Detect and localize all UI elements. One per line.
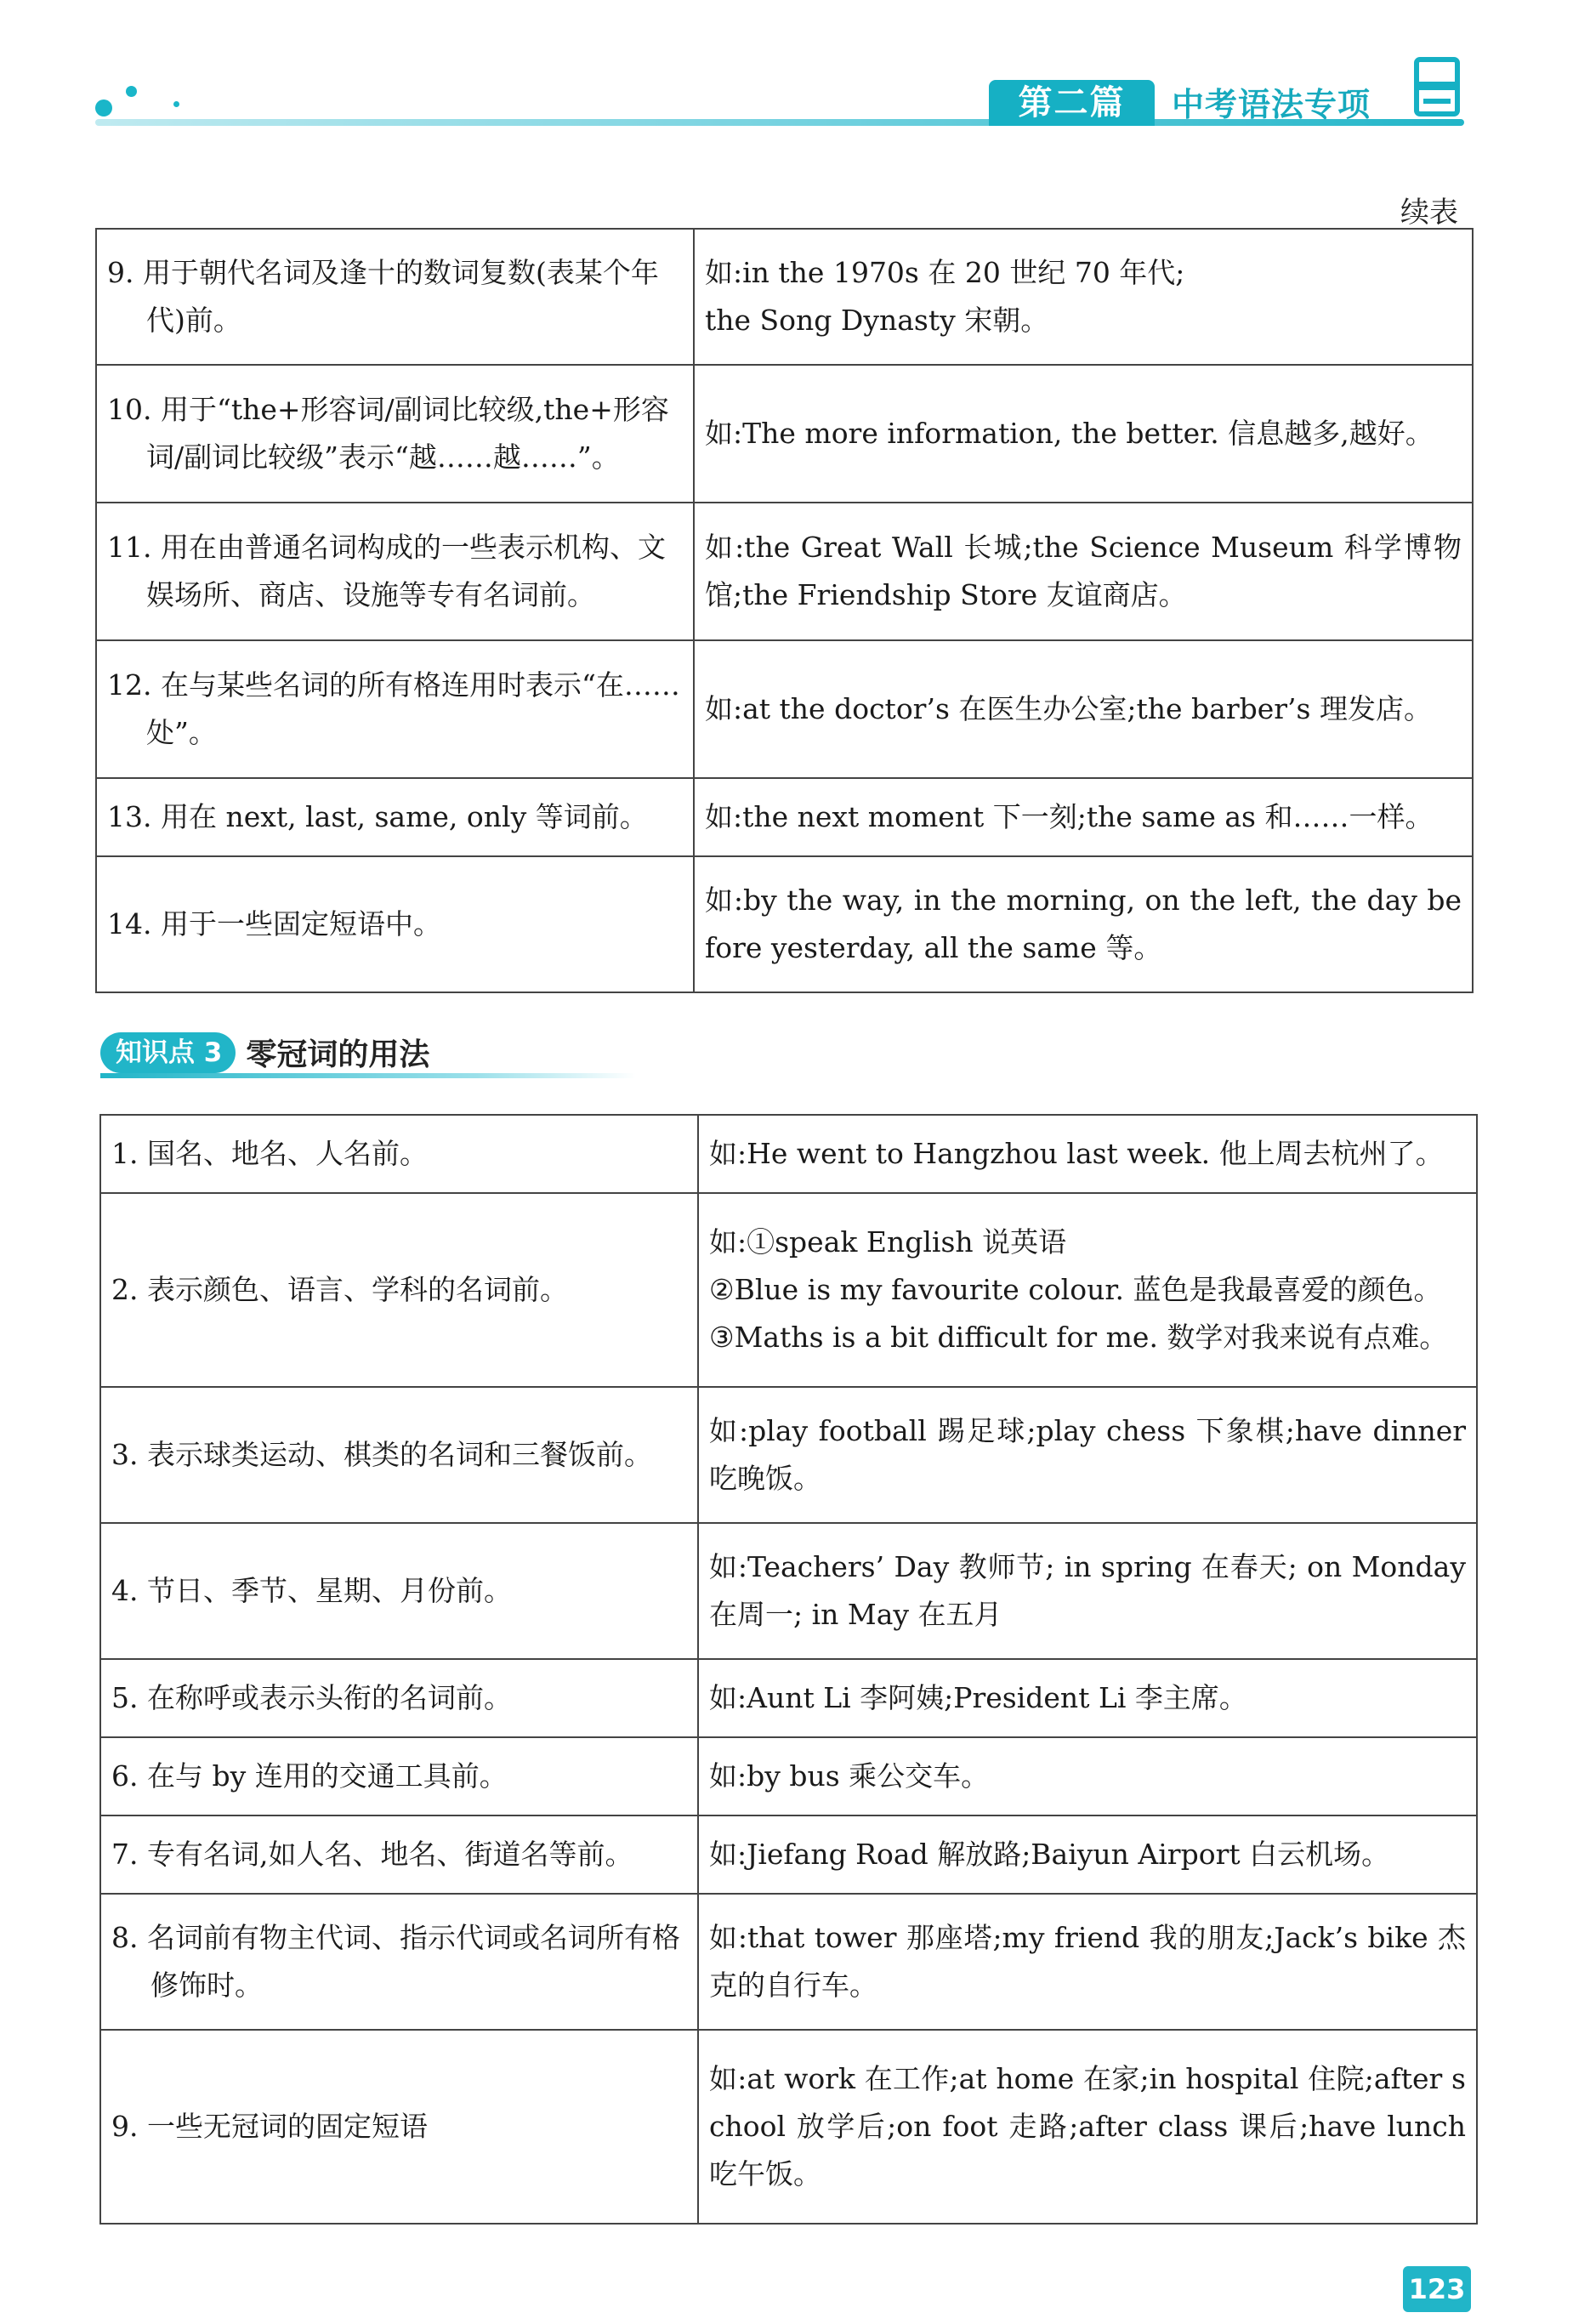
table-row (100, 1115, 1477, 1193)
table-row (100, 1894, 1477, 2030)
table-row (100, 1659, 1477, 1737)
table-row (96, 365, 1473, 503)
example-cell: 如:the Great Wall 长城;the Science Museum 科学博物馆;the Friendship Store 友谊商店。 (694, 503, 1473, 640)
example-cell: 如:in the 1970s 在 20 世纪 70 年代; the Song Dynasty 宋朝。 (694, 229, 1473, 365)
example-cell: 如:the next moment 下一刻;the same as 和……一样。 (694, 778, 1473, 856)
table-row (100, 1523, 1477, 1659)
example-cell: 如:at work 在工作;at home 在家;in hospital 住院;after school 放学后;on foot 走路;after class 课后;have lunch 吃午饭。 (698, 2030, 1477, 2224)
table-row (100, 1737, 1477, 1815)
table-body (100, 1115, 1477, 2224)
rule-cell: 2. 表示颜色、语言、学科的名词前。 (100, 1193, 698, 1387)
knowledge-point-badge: 知识点 3 (100, 1032, 236, 1073)
example-cell: 如:The more information, the better. 信息越多,越好。 (694, 365, 1473, 503)
table-row (100, 1815, 1477, 1894)
example-cell: 如:by the way, in the morning, on the left, the day before yesterday, all the same 等。 (694, 856, 1473, 992)
section-title: 零冠词的用法 (246, 1037, 430, 1072)
book-icon (1413, 56, 1461, 119)
example-cell: 如:Teachers’ Day 教师节; in spring 在春天; on Monday 在周一; in May 在五月 (698, 1523, 1477, 1659)
rule-cell: 5. 在称呼或表示头衔的名词前。 (100, 1659, 698, 1737)
rule-cell: 4. 节日、季节、星期、月份前。 (100, 1523, 698, 1659)
page-header (0, 0, 1590, 145)
example-cell: 如:by bus 乘公交车。 (698, 1737, 1477, 1815)
rule-cell: 1. 国名、地名、人名前。 (100, 1115, 698, 1193)
zero-article-table (99, 1114, 1478, 2225)
example-cell: 如:play football 踢足球;play chess 下象棋;have dinner 吃晚饭。 (698, 1387, 1477, 1523)
table-row (96, 778, 1473, 856)
rule-cell: 9. 一些无冠词的固定短语 (100, 2030, 698, 2224)
rule-cell: 13. 用在 next, last, same, only 等词前。 (96, 778, 694, 856)
rule-cell: 6. 在与 by 连用的交通工具前。 (100, 1737, 698, 1815)
example-cell: 如:at the doctor’s 在医生办公室;the barber’s 理发店。 (694, 640, 1473, 778)
example-cell: 如:①speak English 说英语 ②Blue is my favourite colour. 蓝色是我最喜爱的颜色。 ③Maths is a bit difficult for me. 数学对我来说有点难。 (698, 1193, 1477, 1387)
example-cell: 如:Jiefang Road 解放路;Baiyun Airport 白云机场。 (698, 1815, 1477, 1894)
definite-article-table-continued (95, 228, 1474, 993)
table-row (100, 1387, 1477, 1523)
table-row (100, 1193, 1477, 1387)
rule-cell: 14. 用于一些固定短语中。 (96, 856, 694, 992)
rule-cell: 9. 用于朝代名词及逢十的数词复数(表某个年代)前。 (96, 229, 694, 365)
table-row (100, 2030, 1477, 2224)
table-row (96, 856, 1473, 992)
rule-cell: 7. 专有名词,如人名、地名、街道名等前。 (100, 1815, 698, 1894)
example-cell: 如:Aunt Li 李阿姨;President Li 李主席。 (698, 1659, 1477, 1737)
page-number: 123 (1403, 2266, 1471, 2312)
rule-cell: 8. 名词前有物主代词、指示代词或名词所有格修饰时。 (100, 1894, 698, 2030)
section-underline (100, 1073, 636, 1078)
part-title: 中考语法专项 (1172, 86, 1371, 123)
rule-cell: 3. 表示球类运动、棋类的名词和三餐饭前。 (100, 1387, 698, 1523)
part-label: 第二篇 (989, 80, 1155, 126)
section-heading (100, 1031, 429, 1074)
rule-cell: 10. 用于“the+形容词/副词比较级,the+形容词/副词比较级”表示“越……越……”。 (96, 365, 694, 503)
rule-cell: 12. 在与某些名词的所有格连用时表示“在……处”。 (96, 640, 694, 778)
continued-label: 续表 (1400, 196, 1458, 230)
table-body (96, 229, 1473, 992)
example-cell: 如:that tower 那座塔;my friend 我的朋友;Jack’s bike 杰克的自行车。 (698, 1894, 1477, 2030)
table-row (96, 503, 1473, 640)
table-row (96, 229, 1473, 365)
table-row (96, 640, 1473, 778)
example-cell: 如:He went to Hangzhou last week. 他上周去杭州了。 (698, 1115, 1477, 1193)
rule-cell: 11. 用在由普通名词构成的一些表示机构、文娱场所、商店、设施等专有名词前。 (96, 503, 694, 640)
